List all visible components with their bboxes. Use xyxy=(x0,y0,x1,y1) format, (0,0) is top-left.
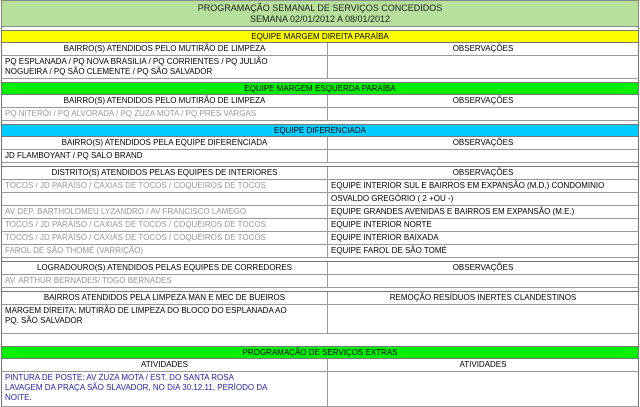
sec5-header-row xyxy=(1,261,639,275)
sec2-body-right xyxy=(328,108,638,120)
sec6-line-1: MARGEM DIREITA: MUTIRÃO DE LIMPEZA DO BLOCO DO ESPLANADA AO xyxy=(5,306,287,315)
sec4-row-right: EQUIPE INTERIOR SUL E BAIRROS EM EXPANSÃO (M.D.) CONDOMINIO xyxy=(331,181,605,190)
schedule-sheet xyxy=(1,0,639,407)
sec3-body-row xyxy=(1,150,639,163)
sec7-line-2: LAVAGEM DA PRAÇA SÃO SLAVADOR, NO DIA 30.12.11, PERÍODO DA xyxy=(5,383,268,392)
sec4-row xyxy=(1,180,639,193)
sec4-row-right: OSVALDO GREGÓRIO ( 2 +OU -) xyxy=(331,194,454,203)
sec2-col-left: BAIRRO(S) ATENDIDOS PELO MUTIRÃO DE LIMPEZA xyxy=(2,95,328,107)
sec5-body-right xyxy=(328,275,638,287)
sec7-line-3: NOITE. xyxy=(5,393,32,402)
sec4-row-right: EQUIPE INTERIOR NORTE xyxy=(331,220,432,229)
sec6-col-left: BAIRROS ATENDIDOS PELA LIMPEZA MAN E MEC DE BUEIROS xyxy=(2,292,328,304)
sec6-col-right: REMOÇÃO RESÍDUOS INERTES CLANDESTINOS xyxy=(389,293,577,302)
sec5-line-1: AV. ARTHUR BERNADES/ TOGO BERNADES xyxy=(2,275,328,287)
spacer xyxy=(1,334,639,346)
sec1-line-2: NOGUEIRA / PQ SÃO CLEMENTE / PQ SÃO SALVADOR xyxy=(5,67,213,76)
title-line-2: SEMANA 02/01/2012 A 08/01/2012 xyxy=(249,14,391,24)
sec4-row-right: EQUIPE FAROL DE SÃO TOMÉ xyxy=(331,246,447,255)
sec4-row xyxy=(1,206,639,219)
band-margem-esquerda: EQUIPE MARGEM ESQUERDA PARAÍBA xyxy=(1,82,639,95)
sec3-header-row xyxy=(1,137,639,150)
sec1-body-row xyxy=(1,56,639,79)
sec4-row-right: EQUIPE GRANDES AVENIDAS E BAIRROS EM EXPANSÃO (M.E.) xyxy=(331,207,575,216)
sec4-row-left xyxy=(2,193,328,205)
band-servicos-extras: PROGRAMAÇÃO DE SERVIÇOS EXTRAS xyxy=(1,346,639,359)
sec3-col-right: OBSERVAÇÕES xyxy=(452,138,514,147)
sec7-header-row xyxy=(1,359,639,372)
sec1-line-1: PQ ESPLANADA / PQ NOVA BRASILIA / PQ CORRIENTES / PQ JULIÃO xyxy=(5,57,268,66)
sec4-row xyxy=(1,193,639,206)
sec7-body-right xyxy=(328,372,638,406)
band-margem-direita: EQUIPE MARGEM DIREITA PARAÍBA xyxy=(1,30,639,43)
sec2-header-row xyxy=(1,95,639,108)
sec7-col-right: ATIVIDADES xyxy=(459,360,507,369)
sec5-col-right: OBSERVAÇÕES xyxy=(452,263,514,272)
title-line-1: PROGRAMAÇÃO SEMANAL DE SERVIÇOS CONCEDIDOS xyxy=(197,3,443,13)
sec6-body-left xyxy=(2,305,328,333)
sec4-row-left: TOCOS / JD PARAÍSO / CAXIAS DE TOCOS / COQUEIROS DE TOCOS xyxy=(2,180,328,192)
sec4-header-row xyxy=(1,166,639,180)
sec2-col-right: OBSERVAÇÕES xyxy=(452,96,514,105)
sec6-body-right xyxy=(328,305,638,333)
sec4-row-left: FAROL DE SÃO THOMÉ (VARRIÇÃO) xyxy=(2,245,328,257)
sec5-col-left: LOGRADOURO(S) ATENDIDOS PELAS EQUIPES DE CORREDORES xyxy=(2,262,328,274)
sec1-body-right xyxy=(328,56,638,78)
sec7-body-left xyxy=(2,372,328,406)
sec1-col-left: BAIRRO(S) ATENDIDOS PELO MUTIRÃO DE LIMPEZA xyxy=(2,43,328,55)
sec4-row-right: EQUIPE INTERIOR BAIXADA xyxy=(331,233,439,242)
sec7-line-1: PINTURA DE POSTE: AV ZUZA MOTA / EST. DO SANTA ROSA xyxy=(5,373,234,382)
sec6-header-row xyxy=(1,291,639,305)
sec2-line-1: PQ NITERÓI / PQ ALVORADA / PQ ZUZA MOTA / PQ PRES VARGAS xyxy=(2,108,328,120)
sec1-col-right: OBSERVAÇÕES xyxy=(452,44,514,53)
sec1-header-row xyxy=(1,43,639,56)
sec3-body-right xyxy=(328,150,638,162)
sec6-body-row xyxy=(1,305,639,334)
sec4-row xyxy=(1,219,639,232)
sec4-row-left: AV DEP. BARTHOLOMEU LYZANDRO / AV FRANCISCO LAMEGO xyxy=(2,206,328,218)
sec4-row-left: TOCOS / JD PARAÍSO / CAXIAS DE TOCOS / COQUEIROS DE TOCOS xyxy=(2,219,328,231)
sec3-line-1: JD FLAMBOYANT / PQ SALO BRAND xyxy=(2,150,328,162)
sec4-col-left: DISTRITO(S) ATENDIDOS PELAS EQUIPES DE INTERIORES xyxy=(2,167,328,179)
sec4-row-left: TOCOS / JD PARAÍSO / CAXIAS DE TOCOS / COQUEIROS DE TOCOS xyxy=(2,232,328,244)
sec4-col-right: OBSERVAÇÕES xyxy=(452,168,514,177)
sec6-line-2: PQ. SÃO SALVADOR xyxy=(5,316,83,325)
sec3-col-left: BAIRRO(S) ATENDIDOS PELA EQUIPE DIFERENCIADA xyxy=(2,137,328,149)
sec5-body-row xyxy=(1,275,639,288)
sec2-body-row xyxy=(1,108,639,121)
sec1-body-left xyxy=(2,56,328,78)
sec4-row xyxy=(1,232,639,245)
sec7-col-left: ATIVIDADES xyxy=(2,359,328,371)
band-diferenciada: EQUIPE DIFERENCIADA xyxy=(1,124,639,137)
sec4-row xyxy=(1,245,639,258)
sheet-title xyxy=(1,0,639,27)
